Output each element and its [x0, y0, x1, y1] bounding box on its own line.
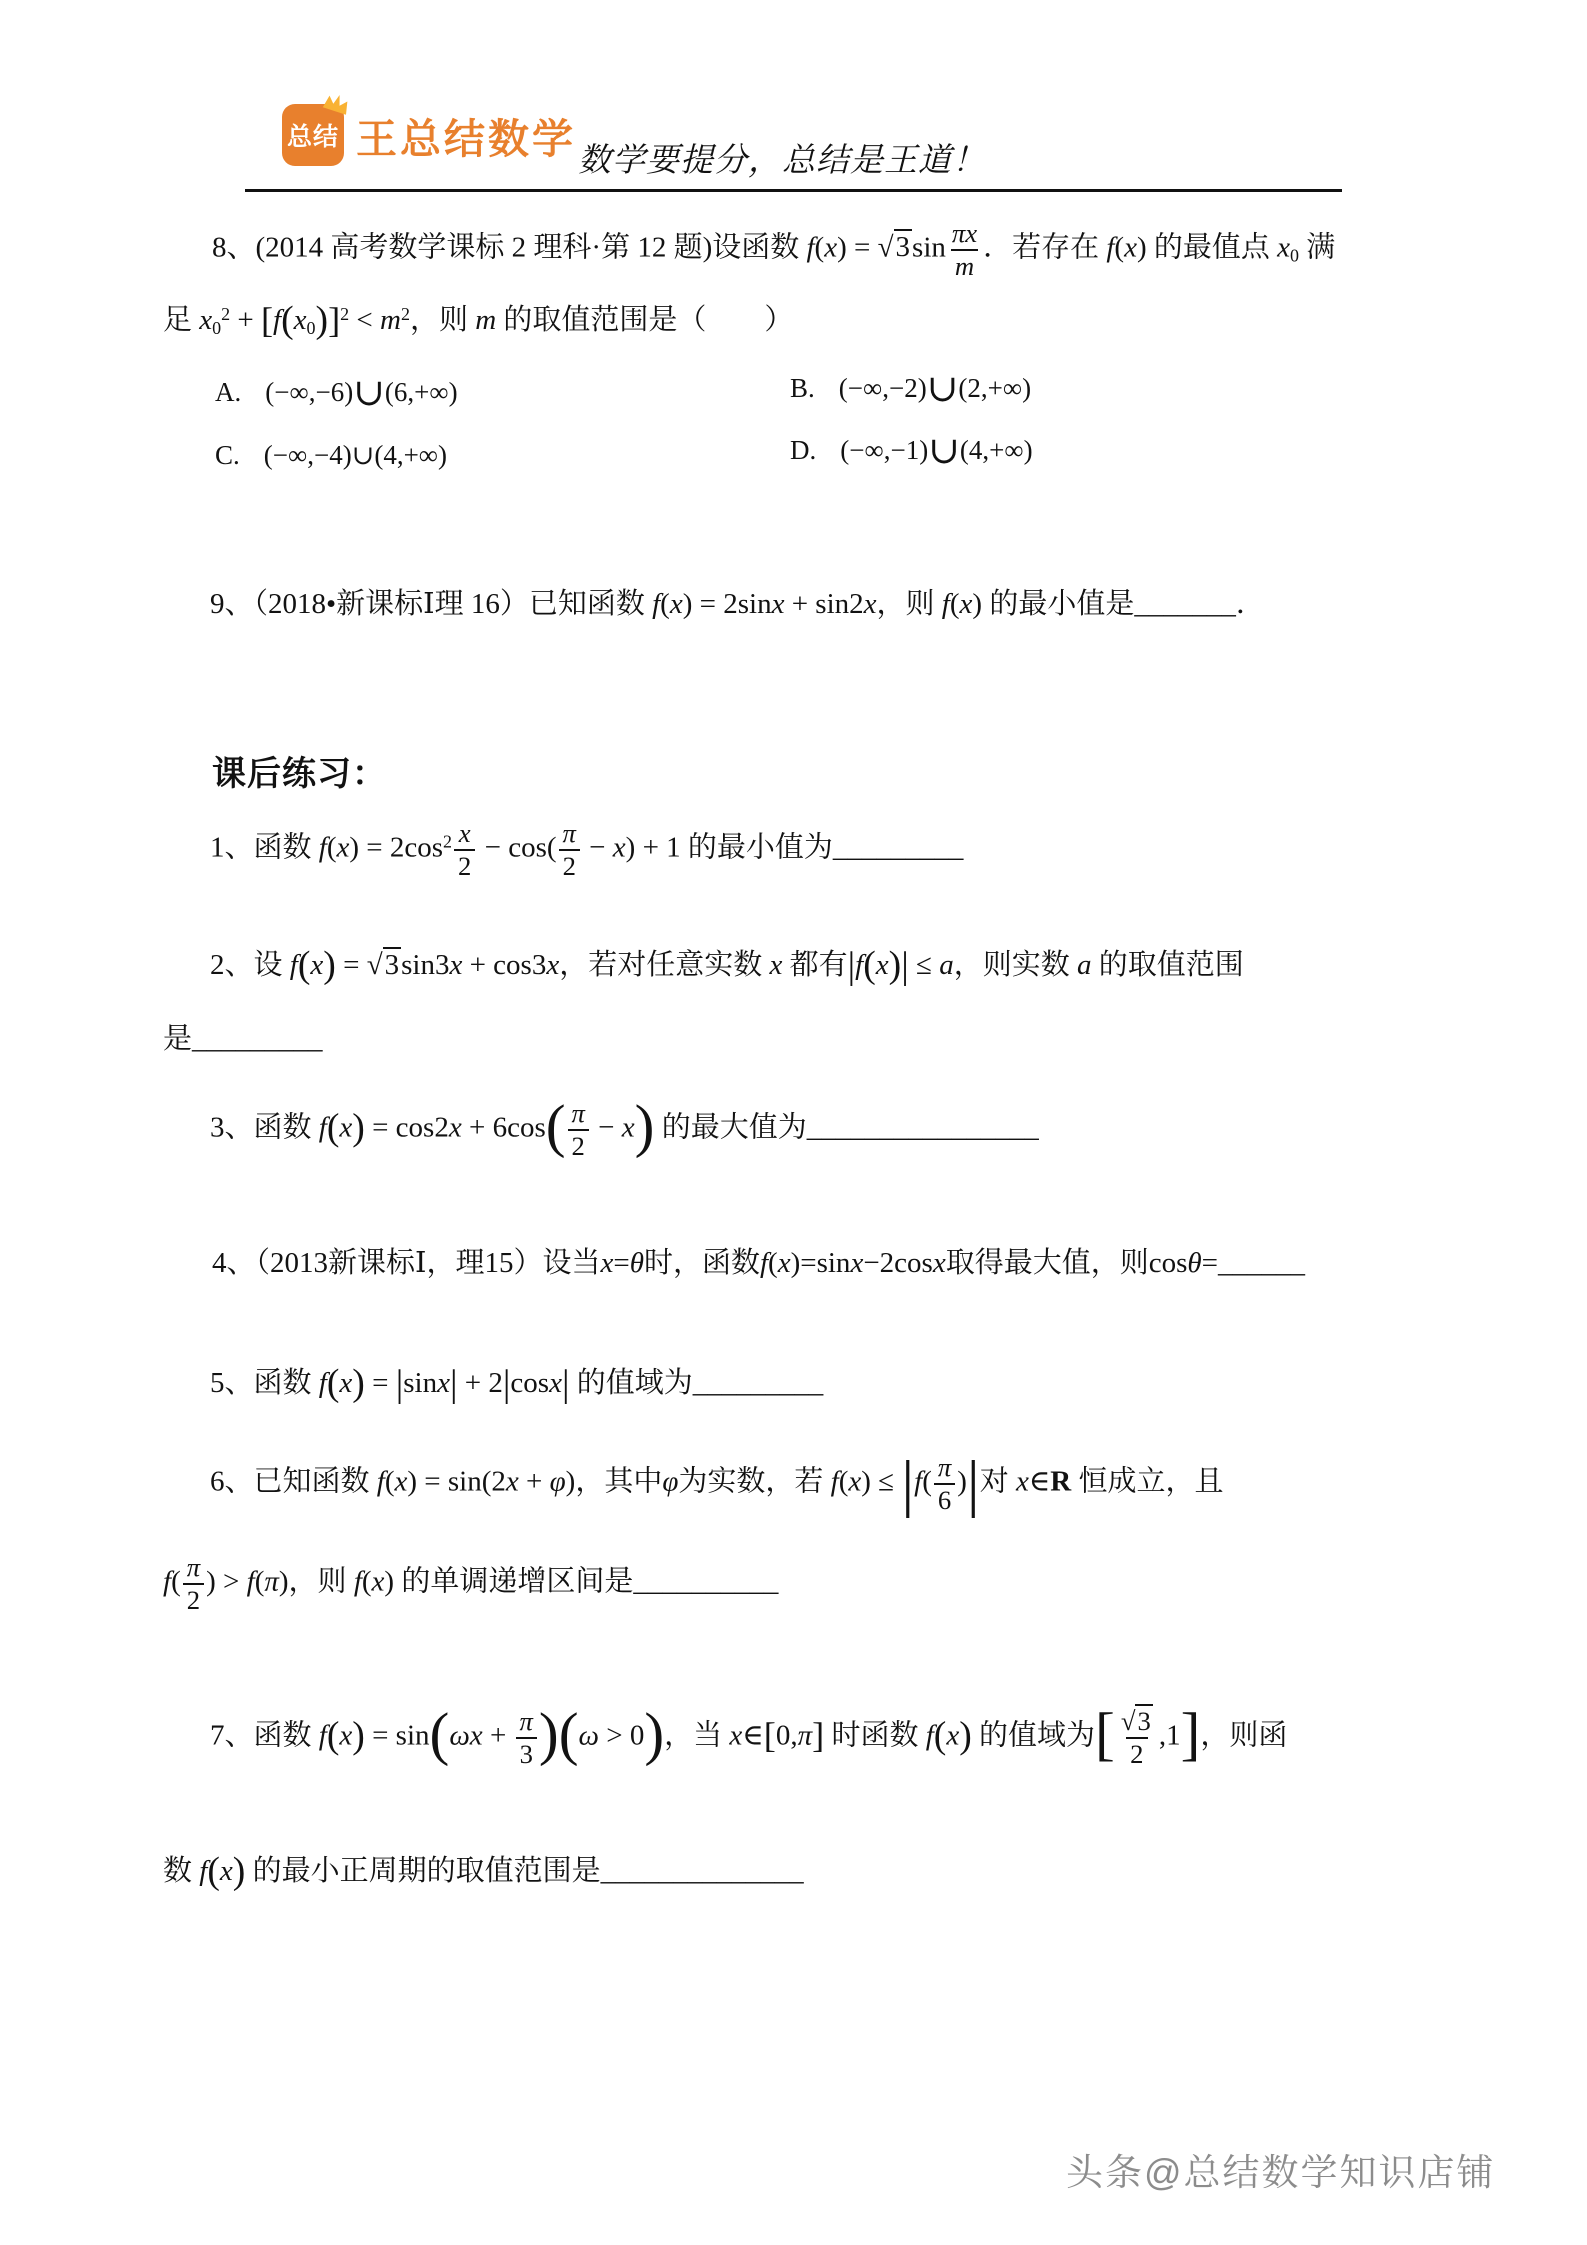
option-d-value: (−∞,−1)∪(4,+∞)	[840, 429, 1033, 472]
option-c-value: (−∞,−4)∪(4,+∞)	[263, 440, 448, 470]
exercise-7-line-1: 7、函数 f(x) = sin(ωx + $\frac{\pi}{3}$ )(ω > 0)，当 x∈[0,π] 时函数 f(x) 的值域为[ $\frac{√3}{2}$ ,1]，则函	[210, 1700, 1288, 1769]
problem-8-option-d	[790, 429, 1033, 472]
header-divider	[245, 189, 1342, 192]
option-b-value: (−∞,−2)∪(2,+∞)	[838, 367, 1032, 410]
brand-badge	[282, 104, 344, 166]
problem-8-option-b	[790, 367, 1032, 410]
exercise-4-line-1: 4、（2013新课标Ⅰ，理15）设当x=θ时，函数f(x)=sinx−2cosx取得最大值，则cosθ=______	[212, 1247, 1305, 1279]
exercise-1-line-1: 1、函数 $f(x) = 2\cos^2$ $\frac{x}{2}$ − cos( $\frac{\pi}{2}$ − x) + 1 的最小值为_________	[210, 818, 964, 881]
crown-icon	[319, 88, 354, 118]
exercise-5-line-1: 5、函数 f(x) = |sinx| + 2|cosx| 的值域为_________	[210, 1362, 824, 1405]
exercise-6-line-2: f( $\frac{\pi}{2}$ ) > f(π)，则 f(x) 的单调递增区间是__________	[163, 1552, 779, 1615]
option-b-label: B.	[790, 373, 815, 403]
brand-slogan: 数学要提分，总结是王道！	[578, 143, 986, 179]
exercise-3-line-1: 3、函数 f(x) = cos2x + 6cos( $\frac{\pi}{2}$ − x) 的最大值为________________	[210, 1092, 1039, 1161]
exercise-6-line-1: 6、已知函数 f(x) = sin(2x + φ)，其中φ为实数，若 f(x) ≤ |f( $\frac{\pi}{6}$ )|对 x∈R 恒成立，且	[210, 1447, 1224, 1519]
problem-9-line-1: 9、（2018•新课标Ⅰ理 16）已知函数 f(x) = 2sinx + sin2x，则 f(x) 的最小值是_______．	[210, 588, 1265, 620]
problem-8-line-2: 足 $x_0^2 + [f(x_0)]^2 < m^2$，则 m 的取值范围是（ ）	[163, 299, 794, 341]
problem-8-line-1: 8、(2014 高考数学课标 2 理科·第 12 题)设函数 f(x) = √3sin $\frac{\pi x}{m}$ ．若存在 f(x) 的最值点 $x_0$ 满	[212, 218, 1336, 281]
footer-watermark: 头条@总结数学知识店铺	[1066, 2152, 1496, 2193]
brand-logo-text: 王总结数学	[356, 116, 576, 162]
option-a-value: (−∞,−6)∪(6,+∞)	[265, 371, 458, 414]
exercise-2-line-2: 是_________	[163, 1023, 323, 1055]
option-d-label: D.	[790, 435, 817, 465]
exercise-2-line-1: 2、设 f(x) = √3sin3x + cos3x，若对任意实数 x 都有|f(x)| ≤ a，则实数 a 的取值范围	[210, 944, 1244, 987]
problem-8-option-c	[215, 440, 447, 471]
option-c-label: C.	[215, 440, 240, 470]
section-heading: 课后练习：	[212, 756, 387, 793]
brand-badge-text: 总结	[286, 123, 339, 151]
problem-8-option-a	[215, 371, 458, 414]
option-a-label: A.	[215, 377, 242, 407]
exercise-7-line-2: 数 f(x) 的最小正周期的取值范围是______________	[163, 1850, 804, 1893]
